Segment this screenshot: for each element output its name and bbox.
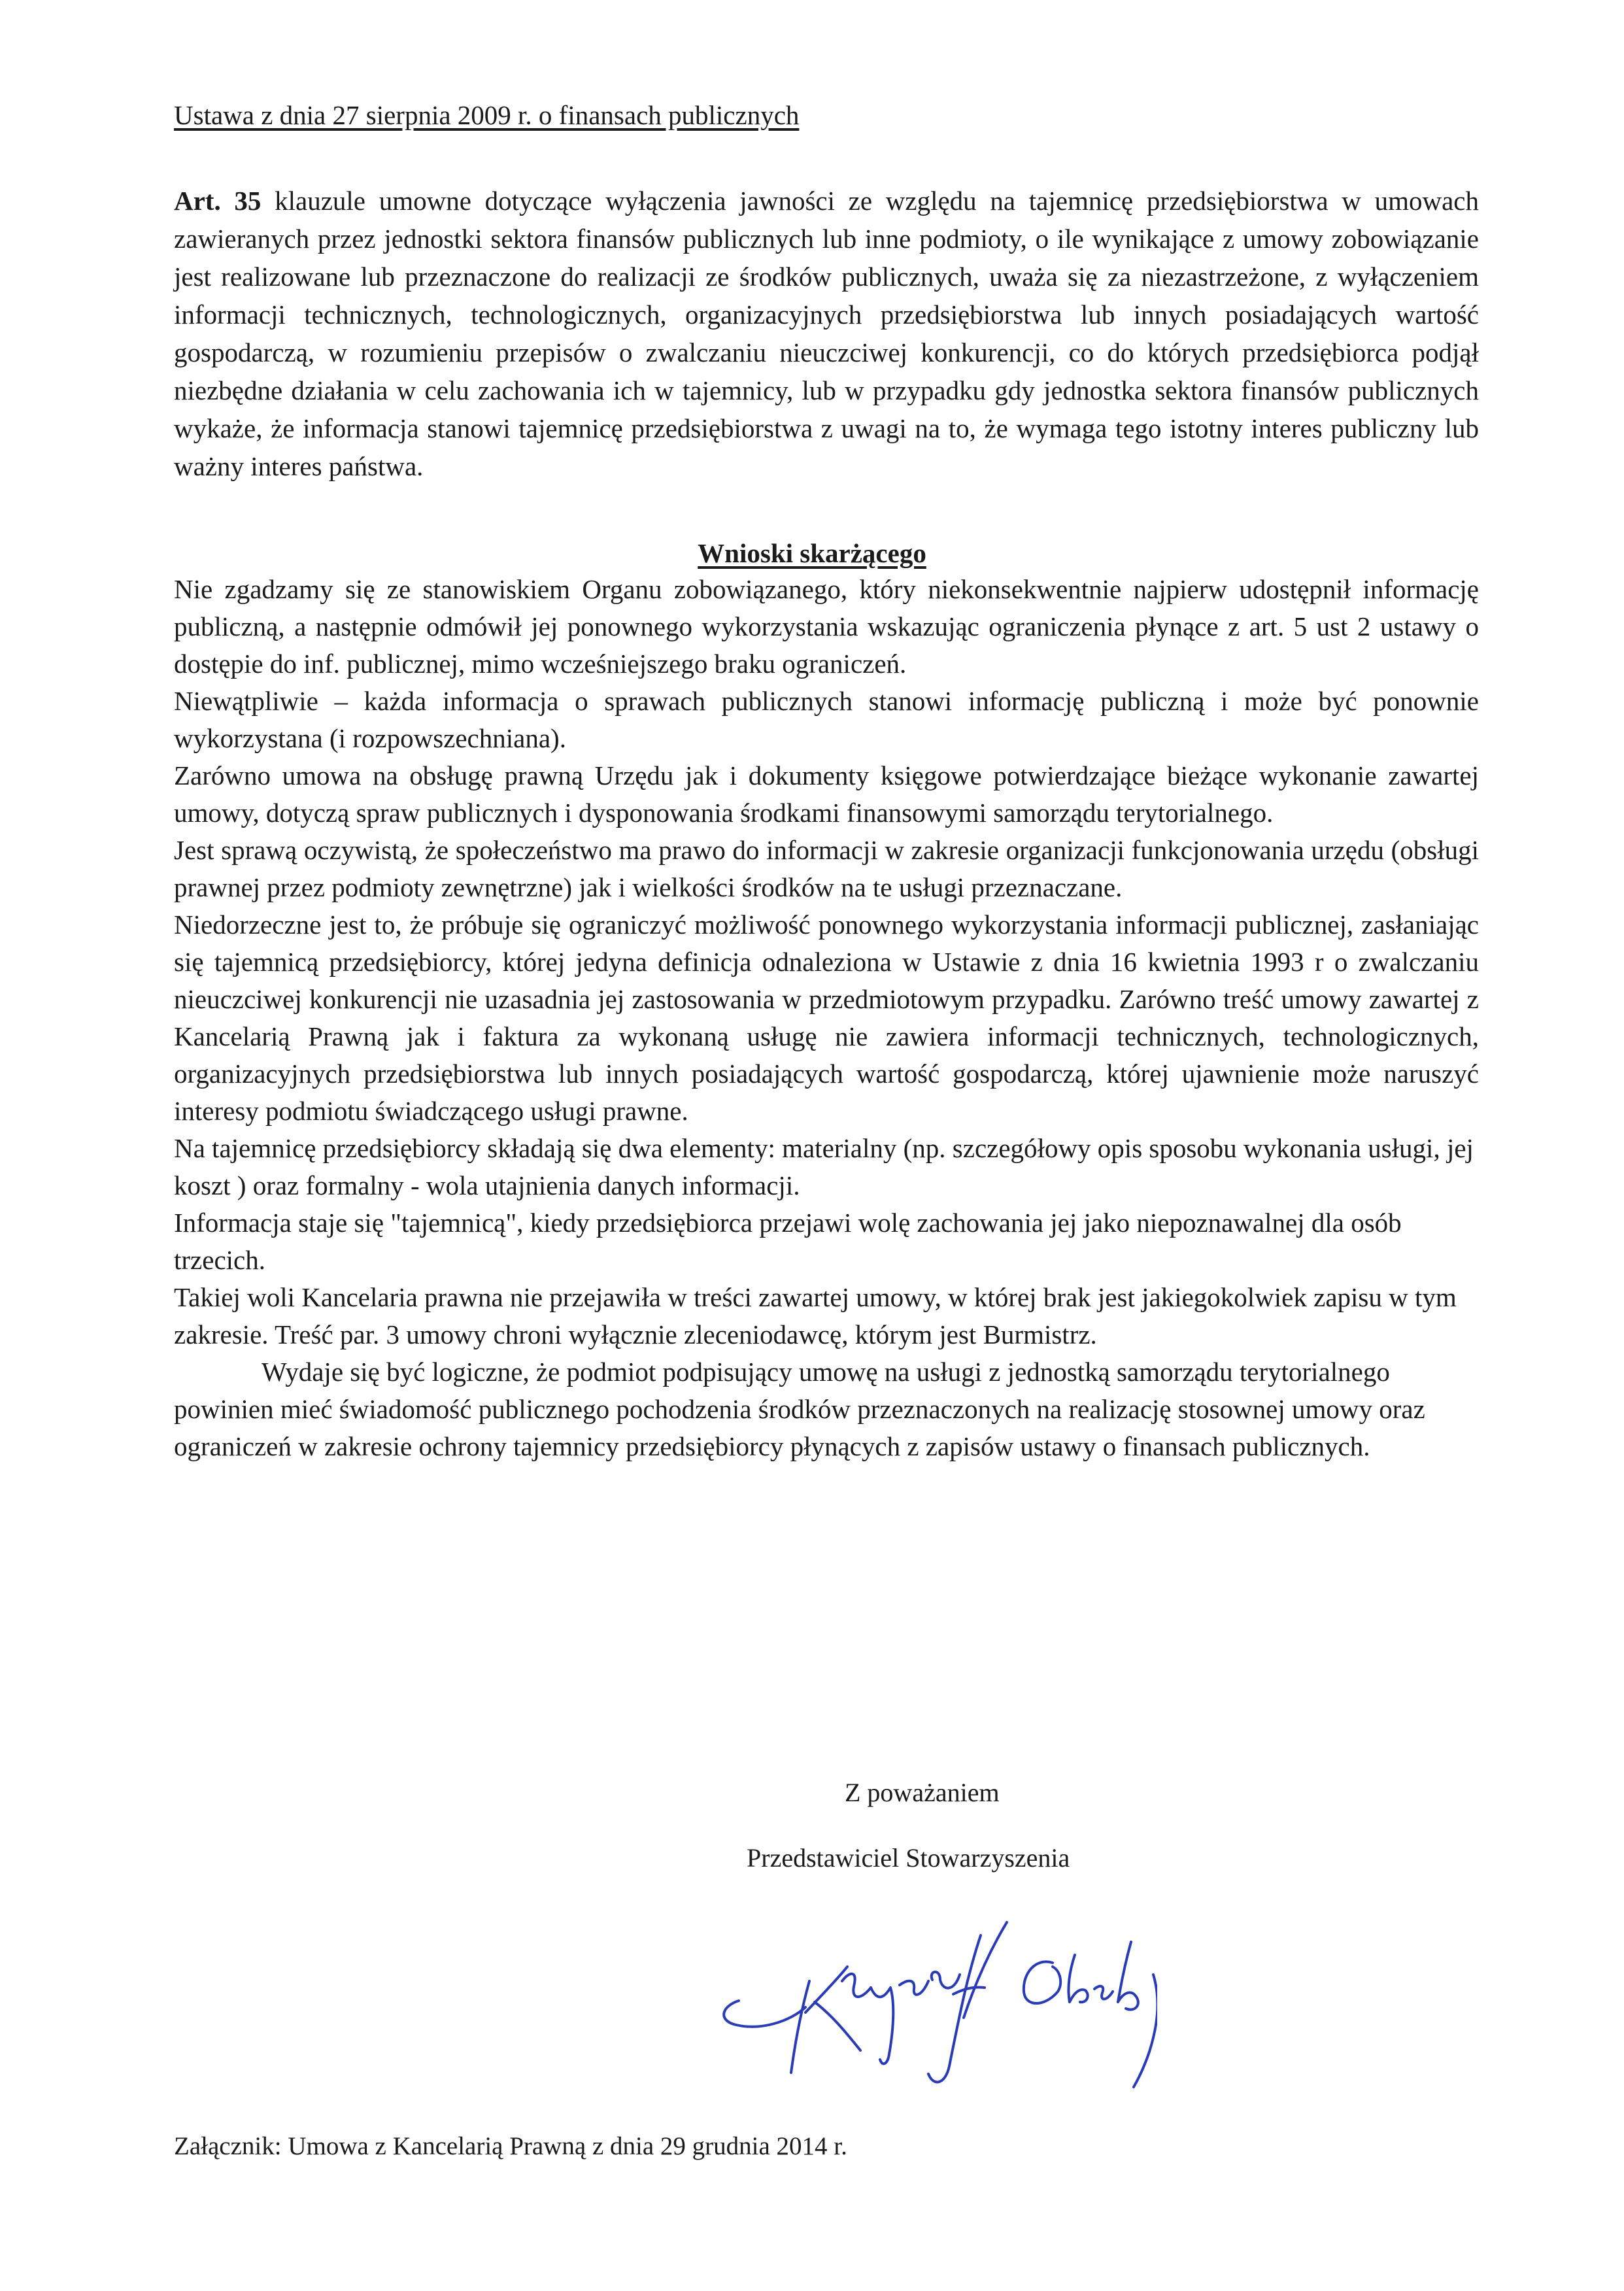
paragraph-6: Na tajemnicę przedsiębiorcy składają się dwa elementy: materialny (np. szczegółowy opis sposobu wykonania usługi, jej koszt ) oraz formalny - wola utajnienia danych informacji. <box>174 1133 1474 1200</box>
law-title: Ustawa z dnia 27 sierpnia 2009 r. o finansach publicznych <box>174 100 800 130</box>
closing-salutation: Z poważaniem <box>845 1778 1000 1807</box>
article-label: Art. 35 <box>174 186 262 216</box>
paragraph-4: Jest sprawą oczywistą, że społeczeństwo ma prawo do informacji w zakresie organizacji funkcjonowania urzędu (obsługi prawnej przez podmioty zewnętrzne) jak i wielkości środków na te usługi przeznaczane. <box>174 835 1479 902</box>
attachment-note: Załącznik: Umowa z Kancelarią Prawną z dnia 29 grudnia 2014 r. <box>174 2132 847 2160</box>
paragraph-9: Wydaje się być logiczne, że podmiot podpisujący umowę na usługi z jednostką samorządu terytorialnego powinien mieć świadomość publicznego pochodzenia środków przeznaczonych na realizację stosownej umowy oraz ograniczeń w zakresie ochrony tajemnicy przedsiębiorcy płynących z zapisów ustawy o finansach publicznych. <box>174 1357 1425 1461</box>
paragraph-2: Niewątpliwie – każda informacja o sprawach publicznych stanowi informację publiczną i może być ponownie wykorzystana (i rozpowszechniana). <box>174 686 1479 753</box>
paragraph-1: Nie zgadzamy się ze stanowiskiem Organu zobowiązanego, który niekonsekwentnie najpierw udostępnił informację publiczną, a następnie odmówił jej ponownego wykorzystania wskazując ograniczenia płynące z art. 5 ust 2 ustawy o dostępie do inf. publicznej, mimo wcześniejszego braku ograniczeń. <box>174 574 1479 679</box>
paragraph-3: Zarówno umowa na obsługę prawną Urzędu jak i dokumenty księgowe potwierdzające bieżące wykonanie zawartej umowy, dotyczą spraw publicznych i dysponowania środkami finansowymi samorządu terytorialnego. <box>174 760 1479 828</box>
handwritten-signature <box>700 1903 1157 2099</box>
article-body: klauzule umowne dotyczące wyłączenia jawności ze względu na tajemnicę przedsiębiorstwa w umowach zawieranych przez jednostki sektora finansów publicznych lub inne podmioty, o ile wynikające z umowy zobowiązanie jest realizowane lub przeznaczone do realizacji ze środków publicznych, uważa się za niezastrzeżone, z wyłączeniem informacji technicznych, technologicznych, organizacyjnych przedsiębiorstwa lub innych posiadających wartość gospodarczą, w rozumieniu przepisów o zwalczaniu nieuczciwej konkurencji, co do których przedsiębiorca podjął niezbędne działania w celu zachowania ich w tajemnicy, lub w przypadku gdy jednostka sektora finansów publicznych wykaże, że informacja stanowi tajemnicę przedsiębiorstwa z uwagi na to, że wymaga tego istotny interes publiczny lub ważny interes państwa. <box>174 186 1480 481</box>
paragraph-8: Takiej woli Kancelaria prawna nie przejawiła w treści zawartej umowy, w której brak jest jakiegokolwiek zapisu w tym zakresie. Treść par. 3 umowy chroni wyłącznie zleceniodawcę, którym jest Burmistrz. <box>174 1282 1457 1349</box>
signatory-role: Przedstawiciel Stowarzyszenia <box>747 1843 1070 1873</box>
paragraph-7: Informacja staje się "tajemnicą", kiedy przedsiębiorca przejawi wolę zachowania jej jako niepoznawalnej dla osób trzecich. <box>174 1208 1402 1275</box>
appeal-body <box>174 571 1479 1465</box>
article-35-text <box>174 182 1479 485</box>
paragraph-5: Niedorzeczne jest to, że próbuje się ograniczyć możliwość ponownego wykorzystania informacji publicznej, zasłaniając się tajemnicą przedsiębiorcy, której jedyna definicja odnaleziona w Ustawie z dnia 16 kwietnia 1993 r o zwalczaniu nieuczciwej konkurencji nie uzasadnia jej zastosowania w przedmiotowym przypadku. Zarówno treść umowy zawartej z Kancelarią Prawną jak i faktura za wykonaną usługę nie zawiera informacji technicznych, technologicznych, organizacyjnych przedsiębiorstwa lub innych posiadających wartość gospodarczą, której ujawnienie może naruszyć interesy podmiotu świadczącego usługi prawne. <box>174 909 1479 1126</box>
section-heading: Wnioski skarżącego <box>698 538 926 568</box>
